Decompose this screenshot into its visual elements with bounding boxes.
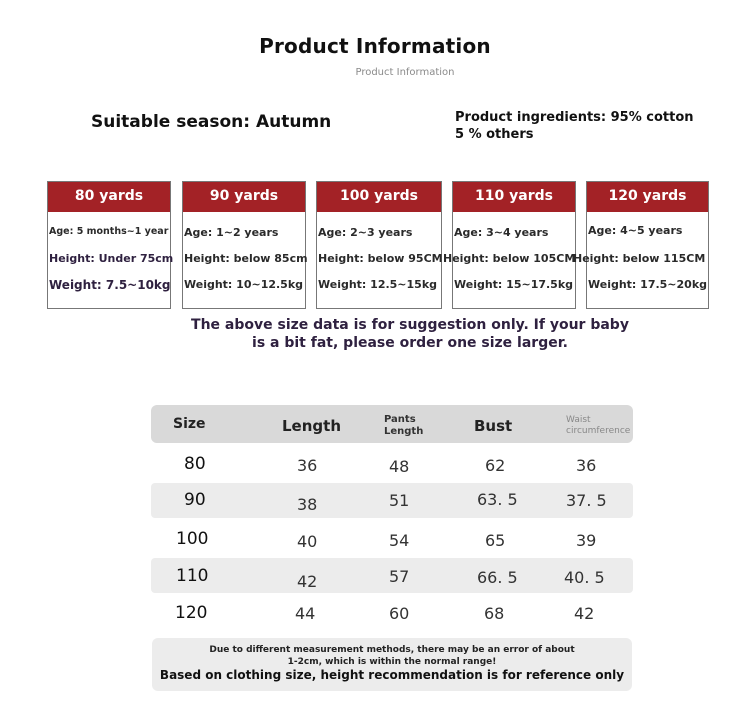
size-card-weight: Weight: 7.5~10kg [49, 278, 171, 292]
size-card-age: Age: 5 months~1 year [49, 226, 169, 237]
size-card-height: Height: Under 75cm [49, 252, 174, 265]
size-card-weight: Weight: 17.5~20kg [588, 278, 708, 291]
cell-pants: 57 [389, 567, 410, 586]
size-card-label: 80 yards [48, 182, 170, 212]
cell-bust: 62 [485, 456, 506, 475]
disclaimer-line: Due to different measurement methods, there may be an error of about [209, 645, 575, 655]
header-pants-length [384, 414, 423, 438]
page-subtitle: Product Information [355, 67, 455, 78]
size-card-weight: Weight: 12.5~15kg [318, 278, 438, 291]
cell-pants: 60 [389, 604, 410, 623]
size-card-age: Age: 2~3 years [318, 226, 413, 239]
header-waist-line: Waist [566, 415, 591, 425]
cell-waist: 40. 5 [564, 568, 605, 587]
cell-bust: 63. 5 [477, 490, 518, 509]
cell-length: 36 [297, 456, 318, 475]
cell-bust: 65 [485, 531, 506, 550]
cell-waist: 39 [576, 531, 597, 550]
cell-pants: 51 [389, 491, 410, 510]
size-card-80 [47, 181, 174, 309]
size-card-age: Age: 3~4 years [454, 226, 549, 239]
size-card-height: Height: below 115CM [573, 252, 706, 265]
size-card-age: Age: 4~5 years [588, 224, 683, 237]
header-pants-length-line: Length [384, 426, 424, 437]
cell-size: 80 [184, 454, 206, 474]
cell-size: 120 [175, 603, 208, 623]
cell-waist: 42 [574, 604, 595, 623]
page-title: Product Information [259, 34, 491, 58]
size-card-height: Height: below 85cm [184, 252, 308, 265]
size-card-120 [573, 181, 709, 309]
size-card-weight: Weight: 15~17.5kg [454, 278, 574, 291]
header-size: Size [173, 416, 206, 432]
cell-size: 110 [176, 566, 209, 586]
height-reference-note: Based on clothing size, height recommendation is for reference only [159, 668, 625, 682]
header-waist-circumference [566, 415, 630, 437]
header-bust: Bust [474, 417, 513, 435]
size-note-line: The above size data is for suggestion only. If your baby [191, 317, 629, 333]
header-pants-length-line: Pants [384, 414, 416, 425]
disclaimer-line: 1-2cm, which is within the normal range! [287, 657, 497, 667]
cell-size: 90 [184, 490, 206, 510]
size-card-height: Height: below 105CM [443, 252, 576, 265]
header-length: Length [282, 417, 341, 435]
measurement-disclaimer [152, 638, 632, 691]
size-card-100 [316, 181, 442, 309]
cell-length: 40 [297, 532, 318, 551]
size-card-110 [443, 181, 576, 309]
size-card-90 [182, 181, 306, 309]
disclaimer-text [152, 644, 632, 668]
cell-waist: 36 [576, 456, 597, 475]
size-card-height: Height: below 95CM [318, 252, 443, 265]
cell-waist: 37. 5 [566, 491, 607, 510]
cell-length: 44 [295, 604, 316, 623]
cell-length: 42 [297, 572, 318, 591]
size-card-weight: Weight: 10~12.5kg [184, 278, 304, 291]
cell-bust: 68 [484, 604, 505, 623]
header-waist-line: circumference [566, 426, 631, 436]
size-card-label: 120 yards [587, 182, 708, 212]
cell-pants: 48 [389, 457, 410, 476]
size-card-label: 90 yards [183, 182, 305, 212]
cell-length: 38 [297, 495, 318, 514]
cell-size: 100 [176, 529, 209, 549]
size-note-line: is a bit fat, please order one size larger. [252, 335, 568, 351]
size-card-age: Age: 1~2 years [184, 226, 279, 239]
size-suggestion-note [150, 316, 670, 352]
cell-bust: 66. 5 [477, 568, 518, 587]
size-card-label: 100 yards [317, 182, 441, 212]
size-card-label: 110 yards [453, 182, 575, 212]
suitable-season: Suitable season: Autumn [91, 112, 332, 132]
cell-pants: 54 [389, 531, 410, 550]
product-ingredients: Product ingredients: 95% cotton 5 % others [455, 110, 694, 142]
